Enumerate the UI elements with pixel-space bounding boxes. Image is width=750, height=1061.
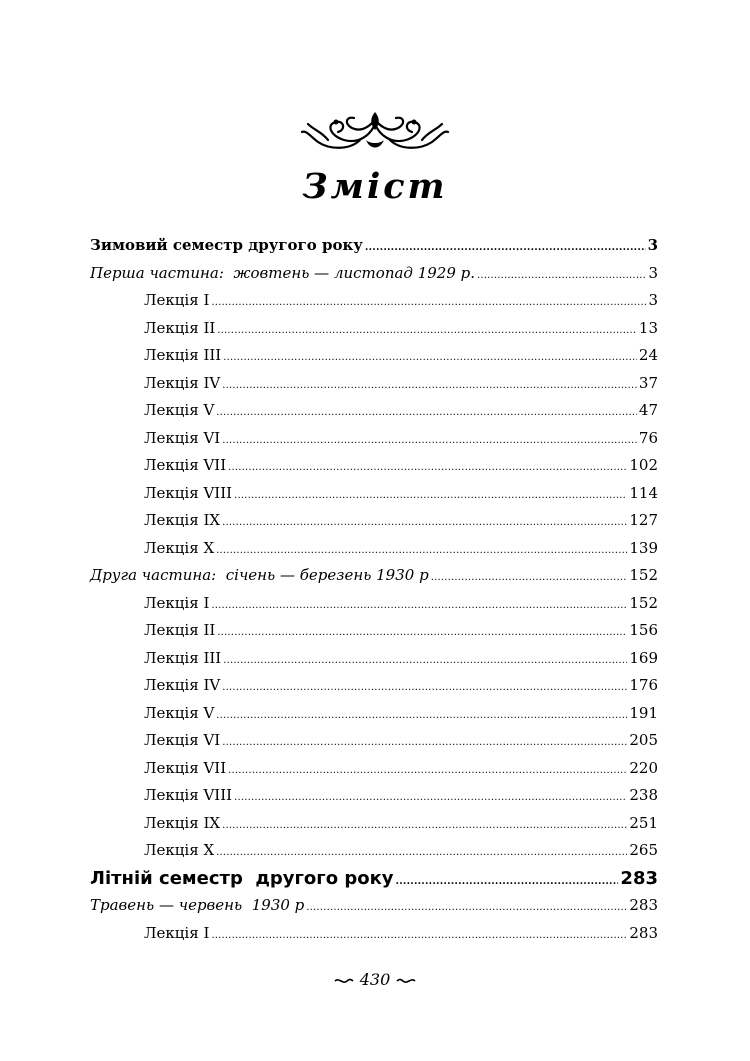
toc-entry-label: Лекція V — [144, 401, 215, 419]
toc-entry[interactable] — [90, 672, 658, 700]
toc-entry[interactable] — [90, 810, 658, 838]
toc-entry-page: 47 — [638, 401, 658, 419]
toc-entry-page: 76 — [638, 428, 658, 447]
footer-left-ornament — [333, 976, 355, 986]
page-number: 430 — [359, 970, 391, 989]
toc-entry-page: 283 — [620, 867, 658, 889]
page-title: Зміст — [302, 166, 448, 207]
toc-entry[interactable] — [90, 865, 658, 893]
toc-entry[interactable] — [90, 260, 658, 288]
toc-entry[interactable] — [90, 315, 658, 343]
toc-entry[interactable] — [90, 342, 658, 370]
toc-entry-label: Травень — червень 1930 р — [90, 896, 305, 914]
toc-entry-label: Лекція VI — [144, 731, 221, 749]
toc-entry[interactable] — [90, 727, 658, 755]
toc-entry[interactable] — [90, 700, 658, 728]
toc-entry-page: 205 — [629, 731, 658, 749]
toc-dot-leader — [216, 702, 627, 730]
toc-dot-leader — [222, 427, 637, 455]
toc-dot-leader — [228, 454, 627, 482]
toc-entry-label: Лекція III — [144, 346, 222, 364]
toc-entry-label: Лекція I — [144, 593, 210, 612]
toc-entry[interactable] — [90, 892, 658, 920]
toc-entry-label: Лекція I — [144, 923, 210, 942]
toc-dot-leader — [222, 674, 627, 702]
toc-entry-label: Лекція II — [144, 621, 216, 639]
table-of-contents — [90, 232, 658, 947]
toc-entry-label: Літній семестр другого року — [90, 867, 394, 889]
toc-entry-label: Лекція VII — [144, 758, 227, 777]
toc-dot-leader — [216, 537, 627, 565]
toc-entry[interactable] — [90, 837, 658, 865]
toc-entry-page: 127 — [629, 511, 658, 529]
toc-dot-leader — [211, 922, 627, 950]
toc-dot-leader — [223, 344, 637, 372]
toc-entry-label: Лекція VII — [144, 456, 227, 474]
toc-dot-leader — [222, 509, 627, 537]
toc-entry-label: Лекція X — [144, 538, 215, 557]
toc-entry-page: 102 — [629, 456, 658, 474]
toc-dot-leader — [228, 757, 627, 785]
toc-dot-leader — [216, 399, 637, 427]
toc-entry-label: Лекція IV — [144, 676, 221, 694]
toc-entry-page: 191 — [629, 703, 658, 722]
toc-dot-leader — [211, 289, 646, 317]
toc-entry[interactable] — [90, 920, 658, 948]
toc-dot-leader — [396, 868, 619, 896]
toc-dot-leader — [217, 619, 627, 647]
toc-entry[interactable] — [90, 645, 658, 673]
toc-dot-leader — [222, 372, 637, 400]
toc-entry-page: 37 — [638, 373, 658, 392]
toc-entry-page: 283 — [629, 923, 658, 942]
toc-entry[interactable] — [90, 232, 658, 260]
toc-entry-page: 24 — [638, 346, 658, 364]
toc-entry[interactable] — [90, 507, 658, 535]
page-number-footer — [0, 970, 750, 989]
toc-entry-label: Лекція V — [144, 703, 215, 722]
toc-entry-page: 3 — [648, 263, 658, 282]
toc-entry-page: 283 — [629, 896, 658, 914]
toc-dot-leader — [217, 317, 637, 345]
toc-entry-page: 156 — [629, 621, 658, 639]
toc-entry-label: Лекція IV — [144, 373, 221, 392]
toc-entry-label: Лекція IX — [144, 511, 221, 529]
toc-entry[interactable] — [90, 755, 658, 783]
toc-entry-label: Зимовий семестр другого року — [90, 236, 363, 254]
toc-entry-page: 152 — [629, 593, 658, 612]
toc-entry[interactable] — [90, 452, 658, 480]
toc-entry-page: 169 — [629, 648, 658, 667]
toc-entry-label: Лекція VI — [144, 428, 221, 447]
toc-entry-label: Перша частина: жовтень — листопад 1929 р. — [90, 263, 476, 282]
toc-dot-leader — [223, 647, 627, 675]
toc-dot-leader — [222, 812, 627, 840]
toc-entry-page: 265 — [629, 841, 658, 859]
toc-entry[interactable] — [90, 617, 658, 645]
toc-entry-label: Лекція II — [144, 318, 216, 337]
toc-entry-label: Лекція VIII — [144, 786, 233, 804]
toc-entry[interactable] — [90, 590, 658, 618]
toc-entry-page: 176 — [629, 676, 658, 694]
toc-dot-leader — [211, 592, 627, 620]
toc-dot-leader — [365, 234, 646, 262]
toc-entry-label: Лекція IX — [144, 813, 221, 832]
toc-entry[interactable] — [90, 562, 658, 590]
toc-entry-label: Друга частина: січень — березень 1930 р — [90, 566, 429, 584]
toc-dot-leader — [216, 839, 627, 867]
toc-entry-page: 13 — [638, 318, 658, 337]
toc-entry-label: Лекція VIII — [144, 483, 233, 502]
toc-entry-page: 114 — [629, 483, 658, 502]
footer-right-ornament — [395, 976, 417, 986]
toc-entry[interactable] — [90, 425, 658, 453]
toc-dot-leader — [431, 564, 628, 592]
toc-dot-leader — [234, 784, 627, 812]
toc-entry-page: 152 — [629, 566, 658, 584]
toc-entry-label: Лекція III — [144, 648, 222, 667]
toc-entry-page: 3 — [647, 236, 658, 254]
toc-dot-leader — [234, 482, 627, 510]
toc-dot-leader — [306, 894, 627, 922]
toc-dot-leader — [477, 262, 646, 290]
toc-entry-label: Лекція I — [144, 291, 210, 309]
toc-entry[interactable] — [90, 397, 658, 425]
toc-entry-page: 251 — [629, 813, 658, 832]
toc-entry[interactable] — [90, 480, 658, 508]
toc-entry[interactable] — [90, 782, 658, 810]
decorative-ornament — [300, 110, 450, 158]
toc-entry-page: 3 — [648, 291, 658, 309]
toc-entry[interactable] — [90, 370, 658, 398]
toc-entry[interactable] — [90, 535, 658, 563]
toc-entry-label: Лекція X — [144, 841, 215, 859]
toc-entry-page: 238 — [629, 786, 658, 804]
toc-entry-page: 139 — [629, 538, 658, 557]
toc-dot-leader — [222, 729, 627, 757]
toc-entry-page: 220 — [629, 758, 658, 777]
toc-entry[interactable] — [90, 287, 658, 315]
